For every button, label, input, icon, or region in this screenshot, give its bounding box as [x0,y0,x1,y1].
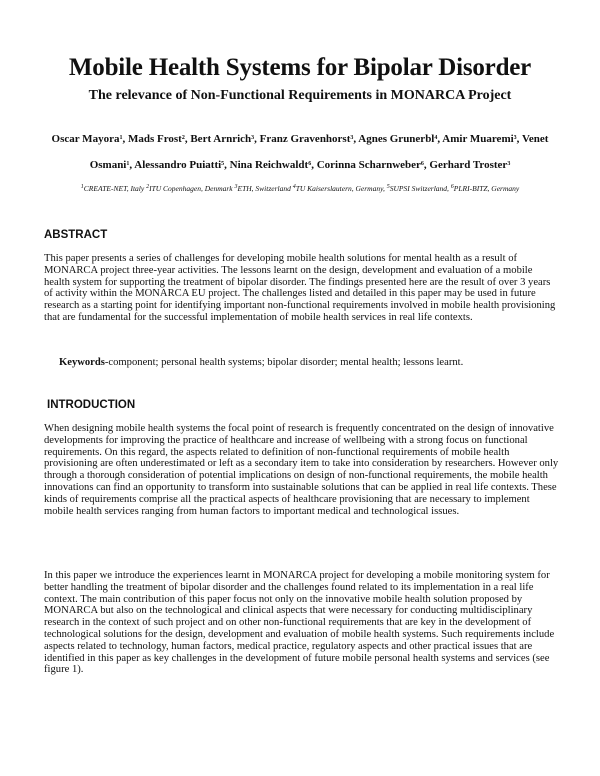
author-affiliation-mark: 1 [119,135,123,141]
affiliation-text: CREATE-NET, Italy [83,184,145,193]
author-name: Mads Frost [127,133,182,145]
author-affiliation-mark: 1 [126,161,130,167]
affiliation-text: PLRI-BITZ, Germany [453,184,520,193]
affiliation-mark: 5 [386,184,390,190]
paper-subtitle: The relevance of Non-Functional Requirements in MONARCA Project [88,88,512,103]
affiliation-mark: 2 [146,184,150,190]
author-name: Alessandro Puiatti [134,159,222,171]
keywords-label: Keywords [59,357,105,368]
author-affiliation-mark: 6 [308,161,312,167]
author-affiliation-mark: 2 [181,135,185,141]
paper-title: Mobile Health Systems for Bipolar Disorder [68,54,532,81]
abstract-heading: ABSTRACT [44,229,108,241]
affiliation-mark: 4 [292,184,296,190]
affiliation-mark: 6 [450,184,454,190]
author-affiliation-mark: 3 [513,135,517,141]
introduction-heading: INTRODUCTION [47,399,136,411]
author-name: Bert Arnrich [190,133,252,145]
introduction-paragraph-2: In this paper we introduce the experiences learnt in MONARCA project for developing a mobile monitoring system for better handling the treatment of bipolar disorder and the challenges found related to its implementation in a real life context. The main contribution of this paper focus not only on the innovative mobile health solution proposed by MONARCA but also on the technological and clinical aspects that were necessary for conducting multidisciplinary research in the context of such project and on other non-functional requirements that are key in the development of technological solutions for the design, development and evaluation of mobile health systems. Such requirements include aspects related to technology, human factors, medical practice, regulatory aspects and other practical issues that are identified in this paper as key challenges in the development of future mobile personal health systems and services (see figure 1). [44,570,555,676]
author-name: Agnes Grunerbl [358,133,435,145]
author-name: Oscar Mayora [51,133,120,145]
author-affiliation-mark: 3 [251,135,255,141]
author-name: Gerhard Troster [429,159,508,171]
affiliation-text: ETH, Switzerland [237,184,291,193]
affiliation-list [48,183,552,194]
author-affiliation-mark: 5 [221,161,225,167]
keywords [59,357,559,369]
introduction-paragraph-1: When designing mobile health systems the focal point of research is frequently concentrated on the design of innovative developments for improving the practice of healthcare and increase of wellbeing with a strong focus on functional requirements. On this regard, the aspects related to definition of non-functional requirements of mobile health provisioning are often underestimated or left as a secondary item to take into consideration by researchers. However only through a thorough consideration of potential implications on design of non-functional requirements, the mobile health innovations can find an opportunity to transform into sustainable solutions that can be applied in real life contexts. These kinds of requirements comprise all the practical aspects of healthcare provisioning that are necessary to implement mobile health services ranging from human factors to important medical and technological issues. [44,423,559,517]
keywords-text: -component; personal health systems; bipolar disorder; mental health; lessons learnt. [104,357,464,368]
affiliation-text: TU Kaiserslautern, Germany, [295,184,385,193]
author-name: Nina Reichwaldt [229,159,309,171]
author-affiliation-mark: 3 [350,135,354,141]
author-name: Corinna Scharnweber [316,159,421,171]
author-affiliation-mark: 3 [507,161,511,167]
abstract-text: This paper presents a series of challenges for developing mobile health solutions for mental health as a result of MONARCA project three-year activities. The lessons learnt on the design, development and evaluation of a mobile health system for supporting the treatment of bipolar disorder. The findings presented here are the result of over 3 years of activity within the MONARCA EU project. The challenges listed and detailed in this paper may be used in future research as a starting point for identifying important non-functional requirements involved in mobile health provisioning that are fundamental for the successful implementation of mobile health services in real life contexts. [44,253,556,323]
affiliation-mark: 3 [234,184,238,190]
author-list: Oscar Mayora$^1$, Mads Frost$^2$, Bert Arnrich$^3$, Franz Gravenhorst$^3$, Agnes Grunerbl$^4$, Amir Muaremi$^3$, Venet Osmani$^1$, Alessandro Puiatti$^5$, Nina Reichwaldt$^6$, Corinna Scharnweber$^6$, Gerhard Troster$^3$ [51,133,549,171]
author-name: Amir Muaremi [442,133,514,145]
author-name: Venet Osmani [89,133,549,171]
author-name: Franz Gravenhorst [259,133,351,145]
affiliation-mark: 1 [80,184,84,190]
affiliation-text: SUPSI Switzerland, [389,184,449,193]
author-affiliation-mark: 4 [434,135,438,141]
affiliation-text: ITU Copenhagen, Denmark [149,184,233,193]
author-affiliation-mark: 6 [420,161,424,167]
